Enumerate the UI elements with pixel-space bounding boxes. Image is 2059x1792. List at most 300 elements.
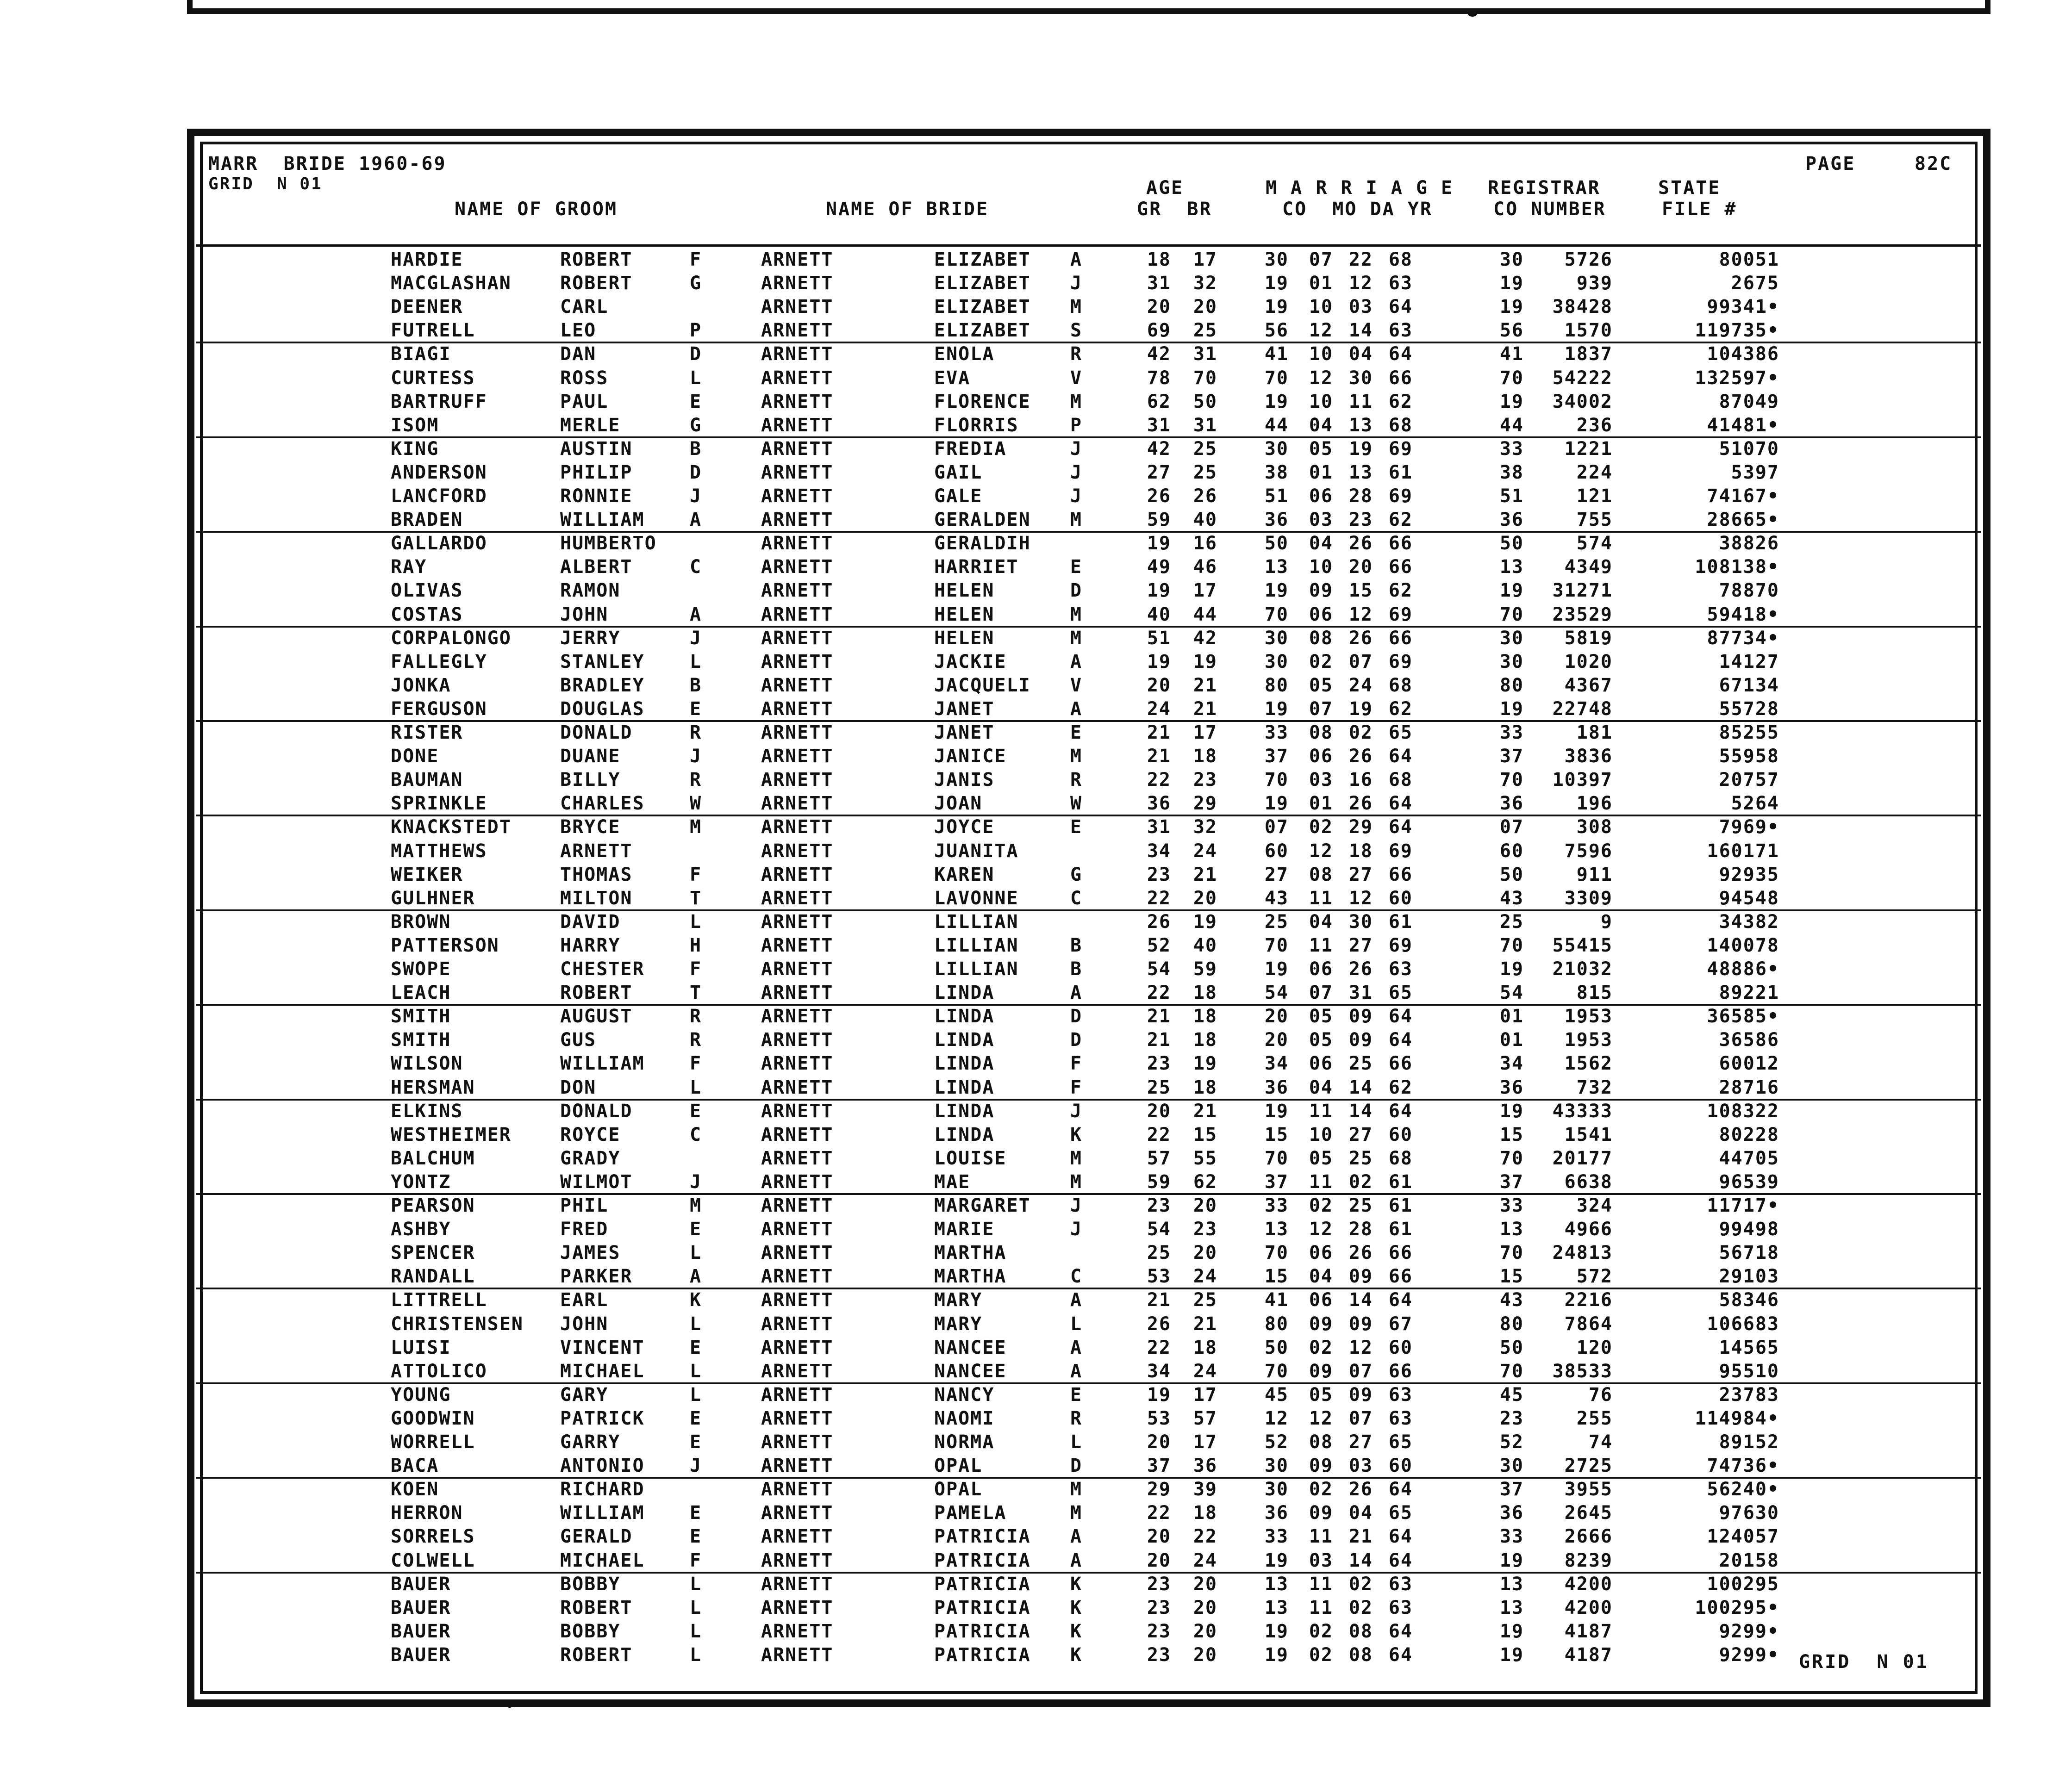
- bride-age: 29: [1193, 793, 1217, 815]
- marriage-county: 33: [1264, 1526, 1289, 1548]
- bride-age: 20: [1193, 1644, 1217, 1666]
- registrar-county: 80: [1499, 1313, 1524, 1335]
- bride-age: 62: [1193, 1171, 1217, 1193]
- marriage-day: 20: [1348, 556, 1373, 578]
- registrar-county: 70: [1499, 367, 1524, 389]
- groom-initial: J: [690, 1455, 702, 1477]
- marriage-county: 52: [1264, 1431, 1289, 1453]
- registrar-number: 54222: [1552, 367, 1613, 389]
- groom-last-name: PEARSON: [391, 1195, 475, 1216]
- bride-last-name: ARNETT: [761, 1171, 834, 1193]
- groom-last-name: LITTRELL: [391, 1289, 487, 1311]
- state-file-number: 55728: [1719, 698, 1779, 720]
- bride-last-name: ARNETT: [761, 1573, 834, 1595]
- groom-initial: E: [690, 1431, 702, 1453]
- marriage-year: 68: [1388, 414, 1413, 436]
- bride-age: 19: [1193, 1053, 1217, 1075]
- state-file-number: 28716: [1719, 1076, 1779, 1098]
- bride-age: 17: [1193, 580, 1217, 602]
- marriage-month: 03: [1309, 769, 1333, 791]
- groom-first-name: ROBERT: [560, 249, 633, 270]
- groom-age: 42: [1147, 343, 1171, 365]
- state-file-number: 29103: [1719, 1266, 1779, 1288]
- state-file-number: 74736•: [1707, 1455, 1779, 1477]
- bride-initial: A: [1070, 249, 1083, 270]
- groom-first-name: MILTON: [560, 887, 633, 909]
- registrar-number: 255: [1576, 1407, 1613, 1429]
- marriage-month: 05: [1309, 438, 1333, 460]
- state-file-number: 99341•: [1707, 296, 1779, 318]
- state-file-number: 34382: [1719, 911, 1779, 933]
- bride-age: 20: [1193, 887, 1217, 909]
- bride-initial: C: [1070, 1266, 1083, 1288]
- registrar-number: 23529: [1552, 604, 1613, 625]
- marriage-month: 02: [1309, 816, 1333, 838]
- groom-initial: E: [690, 1219, 702, 1240]
- groom-age: 22: [1147, 769, 1171, 791]
- groom-age: 69: [1147, 320, 1171, 342]
- bride-age: 17: [1193, 722, 1217, 743]
- state-file-number: 56718: [1719, 1242, 1779, 1264]
- registrar-county: 33: [1499, 722, 1524, 743]
- bride-first-name: JANET: [934, 698, 995, 720]
- bride-age: 24: [1193, 1549, 1217, 1571]
- bride-initial: C: [1070, 887, 1083, 909]
- state-file-number: 119735•: [1695, 320, 1779, 342]
- marriage-month: 02: [1309, 1195, 1333, 1216]
- table-row: [196, 1076, 1981, 1100]
- bride-last-name: ARNETT: [761, 1266, 834, 1288]
- groom-last-name: PATTERSON: [391, 934, 499, 956]
- marriage-month: 02: [1309, 1644, 1333, 1666]
- state-file-number: 97630: [1719, 1502, 1779, 1524]
- registrar-number: 4200: [1564, 1573, 1613, 1595]
- bride-age: 21: [1193, 698, 1217, 720]
- registrar-number: 6638: [1564, 1171, 1613, 1193]
- marriage-year: 60: [1388, 1337, 1413, 1358]
- marriage-county: 19: [1264, 698, 1289, 720]
- table-row: [196, 508, 1981, 532]
- bride-initial: A: [1070, 982, 1083, 1004]
- marriage-county: 13: [1264, 1597, 1289, 1618]
- bride-initial: J: [1070, 485, 1083, 507]
- marriage-day: 30: [1348, 367, 1373, 389]
- table-row: [196, 603, 1981, 627]
- registrar-number: 4367: [1564, 674, 1613, 696]
- registrar-county: 37: [1499, 746, 1524, 767]
- groom-age: 40: [1147, 604, 1171, 625]
- marriage-county: 33: [1264, 1195, 1289, 1216]
- groom-age: 22: [1147, 1502, 1171, 1524]
- groom-initial: E: [690, 698, 702, 720]
- marriage-month: 09: [1309, 1455, 1333, 1477]
- groom-last-name: OLIVAS: [391, 580, 463, 602]
- registrar-number: 55415: [1552, 934, 1613, 956]
- state-file-number: 160171: [1707, 840, 1779, 862]
- marriage-county: 70: [1264, 367, 1289, 389]
- table-row: [196, 1313, 1981, 1336]
- marriage-day: 12: [1348, 604, 1373, 625]
- bride-first-name: LINDA: [934, 1029, 995, 1051]
- marriage-year: 69: [1388, 604, 1413, 625]
- registrar-county: 19: [1499, 391, 1524, 412]
- state-file-number: 58346: [1719, 1289, 1779, 1311]
- marriage-day: 09: [1348, 1313, 1373, 1335]
- groom-last-name: BROWN: [391, 911, 451, 933]
- marriage-month: 09: [1309, 1313, 1333, 1335]
- bride-first-name: JANIS: [934, 769, 995, 791]
- bride-age: 23: [1193, 769, 1217, 791]
- table-row: [196, 1336, 1981, 1360]
- table-row: [196, 1005, 1981, 1028]
- table-row: [196, 1241, 1981, 1265]
- bride-age: 46: [1193, 556, 1217, 578]
- groom-first-name: ROSS: [560, 367, 609, 389]
- state-file-number: 41481•: [1707, 414, 1779, 436]
- registrar-county: 43: [1499, 887, 1524, 909]
- groom-first-name: JERRY: [560, 627, 621, 649]
- marriage-county: 30: [1264, 1455, 1289, 1477]
- groom-initial: L: [690, 1360, 702, 1382]
- groom-initial: F: [690, 1053, 702, 1075]
- state-file-number: 108322: [1707, 1100, 1779, 1122]
- groom-initial: F: [690, 1549, 702, 1571]
- bride-last-name: ARNETT: [761, 1006, 834, 1027]
- header-marriage-sub: CO MO DA YR: [1282, 199, 1433, 220]
- bride-last-name: ARNETT: [761, 651, 834, 672]
- footer-grid-label: GRID N 01: [1799, 1651, 1929, 1673]
- bride-age: 44: [1193, 604, 1217, 625]
- groom-first-name: CHESTER: [560, 958, 645, 980]
- groom-last-name: WESTHEIMER: [391, 1124, 512, 1145]
- bride-first-name: MAE: [934, 1171, 971, 1193]
- marriage-day: 03: [1348, 296, 1373, 318]
- marriage-year: 68: [1388, 769, 1413, 791]
- marriage-year: 63: [1388, 1597, 1413, 1618]
- state-file-number: 56240•: [1707, 1479, 1779, 1500]
- groom-first-name: ROBERT: [560, 982, 633, 1004]
- marriage-county: 19: [1264, 1100, 1289, 1122]
- scan-artifact: [506, 1701, 513, 1708]
- table-row: [196, 437, 1981, 461]
- marriage-month: 10: [1309, 556, 1333, 578]
- state-file-number: 9299•: [1719, 1644, 1779, 1666]
- marriage-year: 69: [1388, 438, 1413, 460]
- groom-last-name: BAUMAN: [391, 769, 463, 791]
- marriage-county: 30: [1264, 438, 1289, 460]
- groom-age: 27: [1147, 461, 1171, 483]
- header-bride: NAME OF BRIDE: [826, 199, 989, 220]
- groom-first-name: BRADLEY: [560, 674, 645, 696]
- marriage-day: 19: [1348, 438, 1373, 460]
- groom-age: 37: [1147, 1455, 1171, 1477]
- bride-age: 18: [1193, 746, 1217, 767]
- bride-initial: R: [1070, 1407, 1083, 1429]
- bride-last-name: ARNETT: [761, 1502, 834, 1524]
- registrar-county: 15: [1499, 1266, 1524, 1288]
- bride-first-name: JOYCE: [934, 816, 995, 838]
- registrar-county: 30: [1499, 249, 1524, 270]
- registrar-number: 121: [1576, 485, 1613, 507]
- marriage-county: 70: [1264, 769, 1289, 791]
- table-row: [196, 768, 1981, 792]
- marriage-county: 41: [1264, 1289, 1289, 1311]
- marriage-month: 06: [1309, 958, 1333, 980]
- marriage-year: 64: [1388, 1526, 1413, 1548]
- header-state-sub: FILE #: [1662, 199, 1737, 220]
- groom-initial: F: [690, 249, 702, 270]
- marriage-county: 15: [1264, 1266, 1289, 1288]
- bride-last-name: ARNETT: [761, 509, 834, 531]
- state-file-number: 94548: [1719, 887, 1779, 909]
- groom-age: 62: [1147, 391, 1171, 412]
- marriage-month: 04: [1309, 414, 1333, 436]
- groom-initial: F: [690, 864, 702, 885]
- bride-age: 20: [1193, 1573, 1217, 1595]
- marriage-month: 02: [1309, 1620, 1333, 1642]
- registrar-number: 8239: [1564, 1549, 1613, 1571]
- groom-initial: M: [690, 1195, 702, 1216]
- registrar-number: 1953: [1564, 1006, 1613, 1027]
- bride-initial: A: [1070, 651, 1083, 672]
- groom-last-name: ANDERSON: [391, 461, 487, 483]
- registrar-county: 25: [1499, 911, 1524, 933]
- groom-age: 23: [1147, 1620, 1171, 1642]
- bride-last-name: ARNETT: [761, 1147, 834, 1169]
- groom-initial: J: [690, 1171, 702, 1193]
- bride-last-name: ARNETT: [761, 1195, 834, 1216]
- groom-last-name: GALLARDO: [391, 533, 487, 554]
- registrar-county: 54: [1499, 982, 1524, 1004]
- state-file-number: 36586: [1719, 1029, 1779, 1051]
- bride-first-name: GALE: [934, 485, 983, 507]
- registrar-number: 572: [1576, 1266, 1613, 1288]
- marriage-month: 06: [1309, 746, 1333, 767]
- registrar-number: 38533: [1552, 1360, 1613, 1382]
- state-file-number: 36585•: [1707, 1006, 1779, 1027]
- marriage-day: 27: [1348, 1431, 1373, 1453]
- state-file-number: 60012: [1719, 1053, 1779, 1075]
- header-state: STATE: [1658, 177, 1721, 199]
- bride-first-name: NAOMI: [934, 1407, 995, 1429]
- groom-last-name: BACA: [391, 1455, 439, 1477]
- state-file-number: 92935: [1719, 864, 1779, 885]
- bride-last-name: ARNETT: [761, 934, 834, 956]
- marriage-year: 61: [1388, 461, 1413, 483]
- bride-initial: M: [1070, 1171, 1083, 1193]
- groom-age: 21: [1147, 746, 1171, 767]
- marriage-year: 69: [1388, 651, 1413, 672]
- marriage-county: 19: [1264, 273, 1289, 294]
- groom-last-name: GOODWIN: [391, 1407, 475, 1429]
- marriage-county: 37: [1264, 1171, 1289, 1193]
- groom-first-name: WILLIAM: [560, 509, 645, 531]
- groom-age: 22: [1147, 1124, 1171, 1145]
- bride-last-name: ARNETT: [761, 533, 834, 554]
- bride-age: 16: [1193, 533, 1217, 554]
- state-file-number: 2675: [1731, 273, 1779, 294]
- state-file-number: 20757: [1719, 769, 1779, 791]
- groom-last-name: CHRISTENSEN: [391, 1313, 524, 1335]
- groom-first-name: ALBERT: [560, 556, 633, 578]
- marriage-day: 30: [1348, 911, 1373, 933]
- registrar-number: 236: [1576, 414, 1613, 436]
- registrar-county: 60: [1499, 840, 1524, 862]
- groom-first-name: HARRY: [560, 934, 621, 956]
- header-groom: NAME OF GROOM: [455, 199, 618, 220]
- bride-initial: J: [1070, 461, 1083, 483]
- bride-first-name: MARY: [934, 1289, 983, 1311]
- groom-age: 20: [1147, 1431, 1171, 1453]
- bride-age: 15: [1193, 1124, 1217, 1145]
- groom-initial: E: [690, 391, 702, 412]
- groom-first-name: DAN: [560, 343, 597, 365]
- groom-first-name: GRADY: [560, 1147, 621, 1169]
- bride-first-name: GERALDIH: [934, 533, 1031, 554]
- state-file-number: 9299•: [1719, 1620, 1779, 1642]
- bride-first-name: FREDIA: [934, 438, 1007, 460]
- bride-initial: F: [1070, 1076, 1083, 1098]
- table-row: [196, 1549, 1981, 1573]
- marriage-month: 01: [1309, 273, 1333, 294]
- registrar-number: 1953: [1564, 1029, 1613, 1051]
- registrar-number: 38428: [1552, 296, 1613, 318]
- bride-last-name: ARNETT: [761, 887, 834, 909]
- bride-last-name: ARNETT: [761, 1384, 834, 1406]
- marriage-day: 09: [1348, 1029, 1373, 1051]
- previous-page-frame: [187, 0, 1990, 14]
- registrar-number: 4187: [1564, 1644, 1613, 1666]
- registrar-number: 755: [1576, 509, 1613, 531]
- groom-last-name: FUTRELL: [391, 320, 475, 342]
- registrar-county: 70: [1499, 604, 1524, 625]
- bride-initial: R: [1070, 343, 1083, 365]
- marriage-year: 68: [1388, 249, 1413, 270]
- groom-age: 31: [1147, 414, 1171, 436]
- bride-age: 18: [1193, 1337, 1217, 1358]
- groom-age: 49: [1147, 556, 1171, 578]
- marriage-year: 65: [1388, 1431, 1413, 1453]
- table-row: [196, 579, 1981, 603]
- groom-initial: T: [690, 982, 702, 1004]
- bride-last-name: ARNETT: [761, 1337, 834, 1358]
- bride-first-name: HELEN: [934, 627, 995, 649]
- bride-last-name: ARNETT: [761, 580, 834, 602]
- marriage-month: 10: [1309, 1124, 1333, 1145]
- marriage-day: 23: [1348, 509, 1373, 531]
- bride-first-name: PATRICIA: [934, 1597, 1031, 1618]
- registrar-number: 574: [1576, 533, 1613, 554]
- table-row: [196, 390, 1981, 414]
- state-file-number: 106683: [1707, 1313, 1779, 1335]
- bride-first-name: GERALDEN: [934, 509, 1031, 531]
- marriage-county: 36: [1264, 1502, 1289, 1524]
- registrar-number: 2725: [1564, 1455, 1613, 1477]
- registrar-county: 70: [1499, 934, 1524, 956]
- bride-age: 36: [1193, 1455, 1217, 1477]
- marriage-month: 04: [1309, 911, 1333, 933]
- marriage-day: 02: [1348, 1171, 1373, 1193]
- bride-first-name: LAVONNE: [934, 887, 1019, 909]
- bride-last-name: ARNETT: [761, 438, 834, 460]
- groom-first-name: BRYCE: [560, 816, 621, 838]
- registrar-number: 43333: [1552, 1100, 1613, 1122]
- marriage-month: 11: [1309, 934, 1333, 956]
- marriage-day: 03: [1348, 1455, 1373, 1477]
- groom-first-name: EARL: [560, 1289, 609, 1311]
- bride-initial: M: [1070, 1479, 1083, 1500]
- registrar-county: 01: [1499, 1006, 1524, 1027]
- bride-first-name: OPAL: [934, 1479, 983, 1500]
- marriage-year: 61: [1388, 911, 1413, 933]
- groom-last-name: LUISI: [391, 1337, 451, 1358]
- groom-last-name: RAY: [391, 556, 427, 578]
- marriage-month: 11: [1309, 1573, 1333, 1595]
- groom-age: 36: [1147, 793, 1171, 815]
- state-file-number: 14565: [1719, 1337, 1779, 1358]
- groom-initial: D: [690, 461, 702, 483]
- groom-initial: E: [690, 1100, 702, 1122]
- marriage-county: 37: [1264, 746, 1289, 767]
- groom-age: 20: [1147, 296, 1171, 318]
- marriage-year: 63: [1388, 273, 1413, 294]
- registrar-number: 21032: [1552, 958, 1613, 980]
- table-row: [196, 1431, 1981, 1454]
- table-row: [196, 1028, 1981, 1052]
- table-row: [196, 461, 1981, 485]
- marriage-county: 51: [1264, 485, 1289, 507]
- marriage-county: 45: [1264, 1384, 1289, 1406]
- marriage-year: 66: [1388, 556, 1413, 578]
- state-file-number: 100295•: [1695, 1597, 1779, 1618]
- groom-age: 20: [1147, 674, 1171, 696]
- table-row: [196, 1265, 1981, 1288]
- marriage-county: 54: [1264, 982, 1289, 1004]
- bride-last-name: ARNETT: [761, 1620, 834, 1642]
- table-row: [196, 295, 1981, 319]
- registrar-county: 30: [1499, 1455, 1524, 1477]
- groom-last-name: YOUNG: [391, 1384, 451, 1406]
- groom-age: 31: [1147, 816, 1171, 838]
- marriage-month: 08: [1309, 722, 1333, 743]
- registrar-number: 1221: [1564, 438, 1613, 460]
- registrar-number: 7864: [1564, 1313, 1613, 1335]
- state-file-number: 87049: [1719, 391, 1779, 412]
- marriage-county: 07: [1264, 816, 1289, 838]
- groom-age: 23: [1147, 864, 1171, 885]
- marriage-day: 14: [1348, 1289, 1373, 1311]
- groom-last-name: FERGUSON: [391, 698, 487, 720]
- groom-age: 59: [1147, 1171, 1171, 1193]
- state-file-number: 85255: [1719, 722, 1779, 743]
- bride-initial: B: [1070, 958, 1083, 980]
- table-row: [196, 721, 1981, 745]
- bride-age: 20: [1193, 1620, 1217, 1642]
- registrar-number: 4187: [1564, 1620, 1613, 1642]
- groom-last-name: KOEN: [391, 1479, 439, 1500]
- groom-age: 23: [1147, 1644, 1171, 1666]
- state-file-number: 20158: [1719, 1549, 1779, 1571]
- groom-age: 19: [1147, 533, 1171, 554]
- table-row: [196, 367, 1981, 390]
- bride-initial: J: [1070, 1195, 1083, 1216]
- bride-age: 20: [1193, 1242, 1217, 1264]
- groom-first-name: PHILIP: [560, 461, 633, 483]
- groom-age: 19: [1147, 651, 1171, 672]
- bride-last-name: ARNETT: [761, 1431, 834, 1453]
- groom-last-name: ISOM: [391, 414, 439, 436]
- groom-first-name: BOBBY: [560, 1573, 621, 1595]
